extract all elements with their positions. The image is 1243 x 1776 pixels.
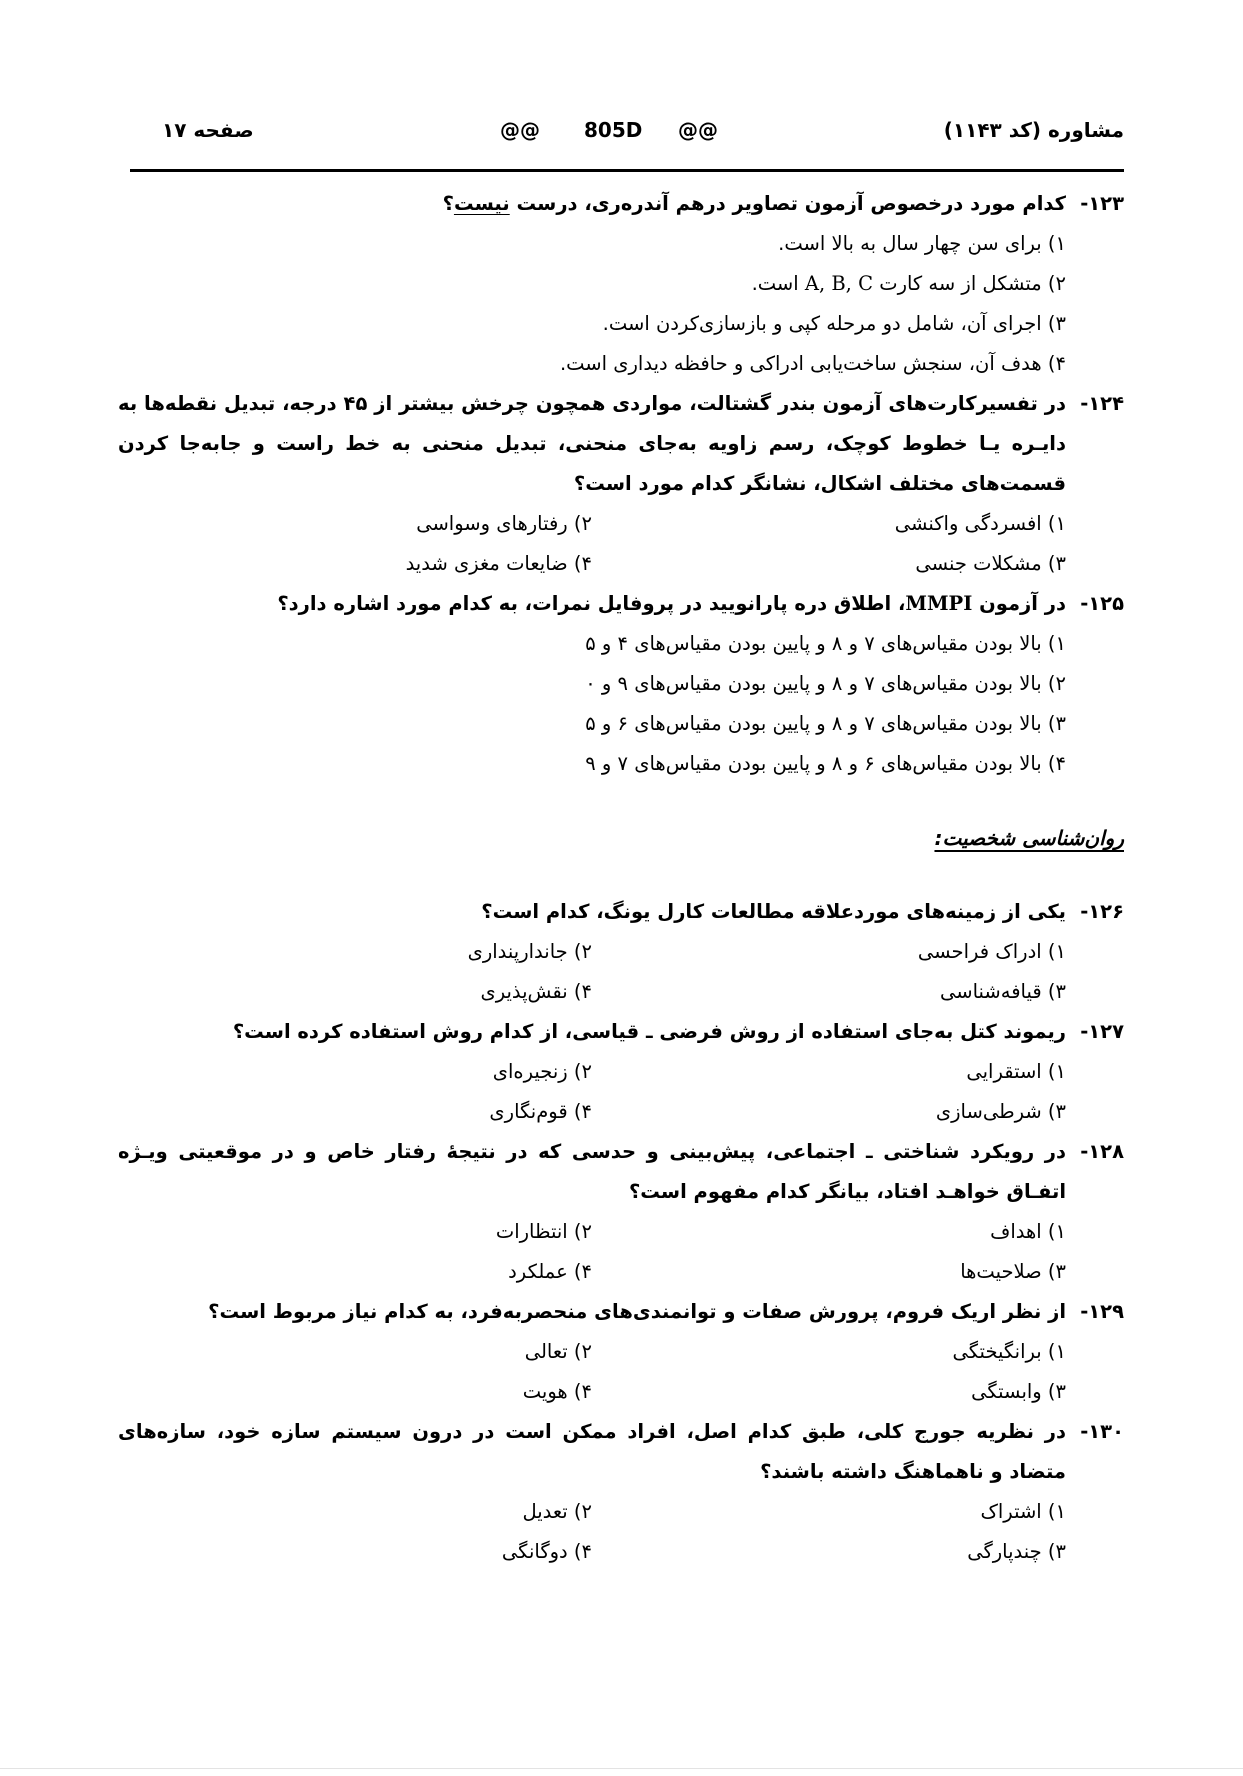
option-4: ۴) ضایعات مغزی شدید — [405, 552, 592, 575]
option-2: ۲) زنجیره‌ای — [492, 1060, 592, 1083]
option-2: ۲) متشکل از سه کارت A, B, C است. — [751, 272, 1066, 295]
question-number: ۱۲۶- — [1080, 900, 1124, 923]
option-2: ۲) بالا بودن مقیاس‌های ۷ و ۸ و پایین بودن مقیاس‌های ۹ و ۰ — [585, 672, 1066, 695]
option-4: ۴) بالا بودن مقیاس‌های ۶ و ۸ و پایین بودن مقیاس‌های ۷ و ۹ — [585, 752, 1066, 775]
page-header — [132, 118, 1124, 158]
option-2: ۲) جاندارپنداری — [467, 940, 592, 963]
question-text: از نظر اریک فروم، پرورش صفات و توانمندی‌های منحصربه‌فرد، به کدام نیاز مربوط است؟ — [208, 1300, 1066, 1323]
option-2: ۲) تعالی — [524, 1340, 592, 1363]
question-text: در آزمون MMPI، اطلاق دره پارانویید در پروفایل نمرات، به کدام مورد اشاره دارد؟ — [277, 592, 1066, 615]
question-text: یکی از زمینه‌های موردعلاقه مطالعات کارل یونگ، کدام است؟ — [481, 900, 1066, 923]
mark-left: @@ — [500, 118, 540, 142]
option-3: ۳) اجرای آن، شامل دو مرحله کپی و بازسازی‌کردن است. — [602, 312, 1066, 335]
option-4: ۴) عملکرد — [508, 1260, 592, 1283]
option-1: ۱) برای سن چهار سال به بالا است. — [778, 232, 1066, 255]
option-2: ۲) انتظارات — [495, 1220, 592, 1243]
questions — [118, 184, 1124, 1572]
question-125 — [118, 584, 1124, 784]
question-127 — [118, 1012, 1124, 1132]
question-text: در رویکرد شناختی ـ اجتماعی، پیش‌بینی و حدسی که در نتیجهٔ رفتار خاص و در موقعیتی ویـژه اتفـاق خواهـد افتاد، بیانگر کدام مفهوم است؟ — [118, 1140, 1066, 1203]
question-text: در نظریه جورج کلی، طبق کدام اصل، افراد ممکن است در درون سیستم سازه خود، سازه‌های متضاد و ناهماهنگ داشته باشند؟ — [118, 1420, 1066, 1483]
option-4: ۴) دوگانگی — [501, 1540, 592, 1563]
option-3: ۳) شرطی‌سازی — [935, 1100, 1066, 1123]
page-bottom-edge — [0, 1768, 1243, 1769]
option-1: ۱) افسردگی واکنشی — [894, 512, 1066, 535]
question-128 — [118, 1132, 1124, 1292]
option-1: ۱) اشتراک — [980, 1500, 1066, 1523]
option-4: ۴) نقش‌پذیری — [480, 980, 592, 1003]
section-title: روان‌شناسی شخصیت: — [934, 826, 1124, 850]
question-number: ۱۲۷- — [1080, 1020, 1124, 1043]
page-number: صفحه ۱۷ — [162, 118, 254, 142]
question-text: کدام مورد درخصوص آزمون تصاویر درهم آندره‌ری، درست نیست؟ — [442, 192, 1066, 215]
option-3: ۳) چندپارگی — [967, 1540, 1066, 1563]
latin-text: MMPI — [905, 592, 973, 615]
option-4: ۴) هدف آن، سنجش ساخت‌یابی ادراکی و حافظه دیداری است. — [559, 352, 1066, 375]
question-text: ریموند کتل به‌جای استفاده از روش فرضی ـ قیاسی، از کدام روش استفاده کرده است؟ — [232, 1020, 1066, 1043]
header-divider — [130, 169, 1124, 172]
negation-word: نیست — [453, 192, 510, 215]
option-2: ۲) تعدیل — [522, 1500, 592, 1523]
question-number: ۱۲۳- — [1080, 192, 1124, 215]
question-number: ۱۲۸- — [1080, 1140, 1124, 1163]
question-124 — [118, 384, 1124, 584]
option-4: ۴) قوم‌نگاری — [489, 1100, 592, 1123]
option-3: ۳) وابستگی — [971, 1380, 1066, 1403]
exam-code: 805D — [584, 118, 643, 142]
option-4: ۴) هویت — [522, 1380, 592, 1403]
latin-text: A, B, C — [804, 272, 874, 295]
question-number: ۱۳۰- — [1080, 1420, 1124, 1443]
mark-right: @@ — [678, 118, 718, 142]
option-3: ۳) مشکلات جنسی — [915, 552, 1066, 575]
question-130 — [118, 1412, 1124, 1572]
question-126 — [118, 892, 1124, 1012]
option-1: ۱) اهداف — [990, 1220, 1066, 1243]
question-number: ۱۲۹- — [1080, 1300, 1124, 1323]
option-1: ۱) بالا بودن مقیاس‌های ۷ و ۸ و پایین بودن مقیاس‌های ۴ و ۵ — [585, 632, 1066, 655]
option-1: ۱) استقرایی — [966, 1060, 1066, 1083]
option-3: ۳) صلاحیت‌ها — [960, 1260, 1066, 1283]
option-3: ۳) بالا بودن مقیاس‌های ۷ و ۸ و پایین بودن مقیاس‌های ۶ و ۵ — [585, 712, 1066, 735]
question-number: ۱۲۴- — [1080, 392, 1124, 415]
question-number: ۱۲۵- — [1080, 592, 1124, 615]
option-3: ۳) قیافه‌شناسی — [940, 980, 1066, 1003]
subject-title: مشاوره (کد ۱۱۴۳) — [943, 118, 1124, 142]
question-129 — [118, 1292, 1124, 1412]
option-1: ۱) ادراک فراحسی — [917, 940, 1066, 963]
question-123 — [118, 184, 1124, 384]
option-2: ۲) رفتارهای وسواسی — [416, 512, 592, 535]
option-1: ۱) برانگیختگی — [952, 1340, 1066, 1363]
question-text: در تفسیرکارت‌های آزمون بندر گشتالت، مواردی همچون چرخش بیشتر از ۴۵ درجه، تبدیل نقطه‌ها به دایـره یـا خطوط کوچک، رسم زاویه به‌جای منحنی، تبدیل منحنی به خط راست و جابه‌جا کردن قسمت‌های مختلف اشکال، نشانگر کدام مورد است؟ — [118, 392, 1066, 495]
